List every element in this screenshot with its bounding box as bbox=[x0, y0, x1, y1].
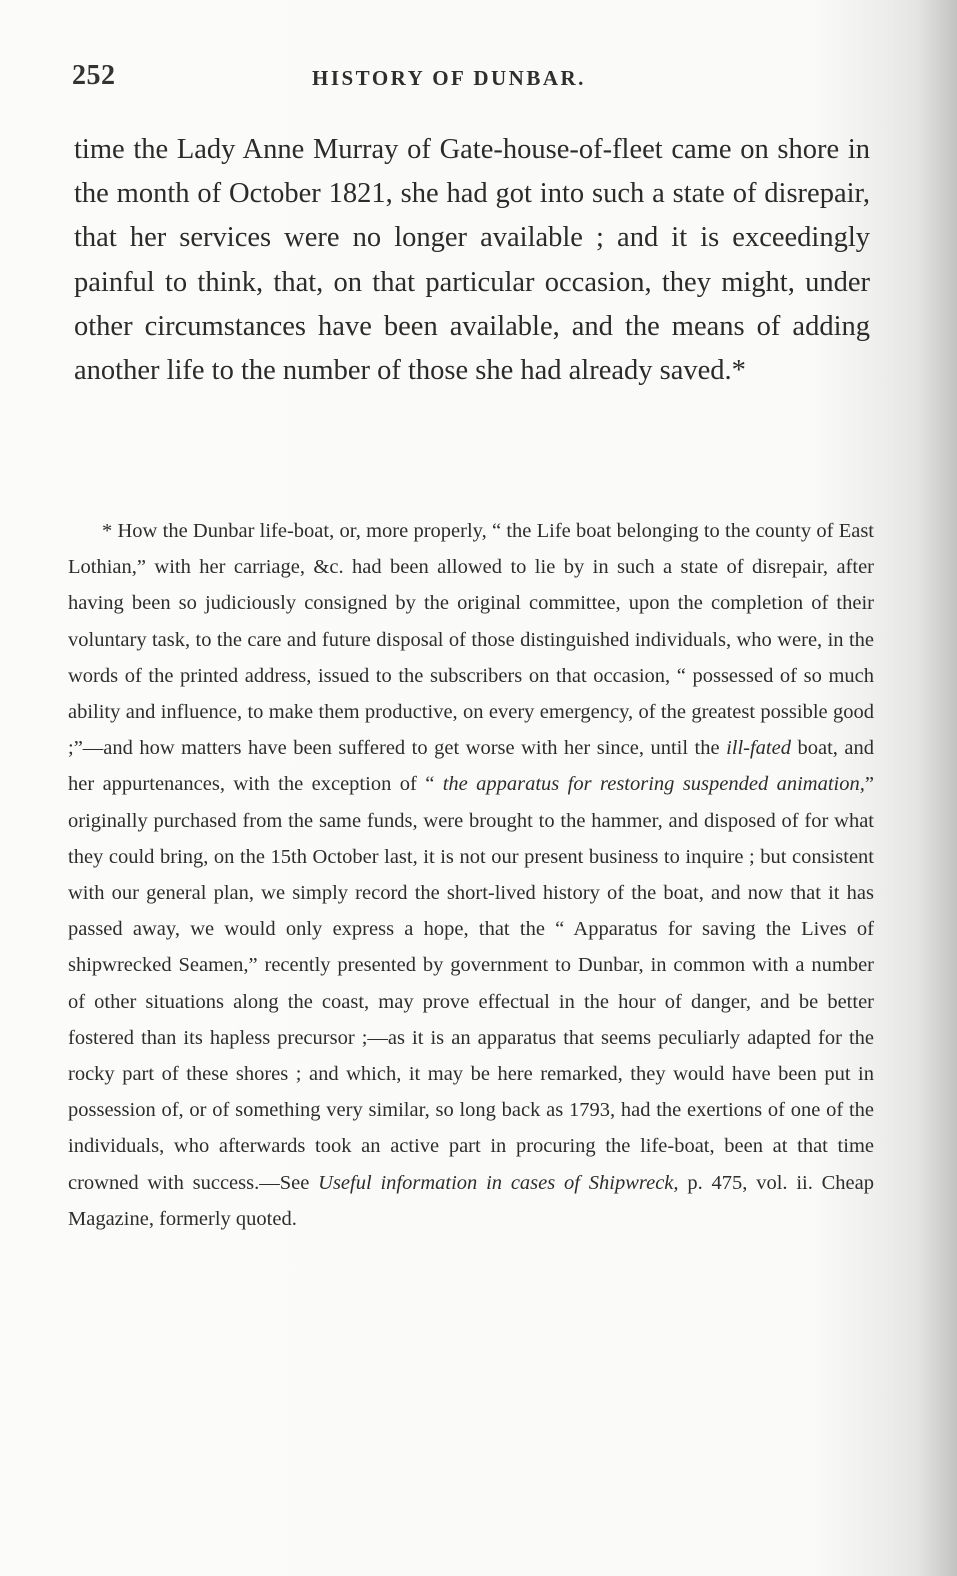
footnote bbox=[68, 513, 874, 1237]
footnote-text: boat, and her appurtenances, with the exception of “ bbox=[68, 737, 874, 796]
footnote-italic-citation: Useful information in cases of Shipwreck, bbox=[318, 1171, 679, 1194]
body-paragraph: time the Lady Anne Murray of Gate-house-of-fleet came on shore in the month of October 1821, she had got into such a state of disrepair, that her services were no longer available ; and it is exceedingly painful to think, that, on that particular occasion, they might, under other circumstances have been available, and the means of adding another life to the number of those she had already saved.* bbox=[74, 134, 870, 387]
footnote-paragraph bbox=[68, 513, 874, 1237]
footnote-text: ” originally purchased from the same funds, were brought to the hammer, and disposed of for what they could bring, on the 15th October last, it is not our present business to inquire ; but consistent with our general plan, we simply record the short-lived history of the boat, and now that it has passed away, we would only express a hope, that the “ Apparatus for saving the Lives of shipwrecked Seamen,” recently presented by government to Dunbar, in common with a number of other situations along the coast, may prove effectual in the hour of danger, and be better fostered than its hapless precursor ;—as it is an apparatus that seems peculiarly adapted for the rocky part of these shores ; and which, it may be here remarked, they would have been put in possession of, or of something very similar, so long back as 1793, had the exertions of one of the individuals, who afterwards took an active part in procuring the life-boat, been at that time crowned with success.—See bbox=[68, 773, 874, 1194]
page-header bbox=[72, 60, 872, 100]
footnote-text: * How the Dunbar life-boat, or, more properly, “ the Life boat belonging to the county of East Lothian,” with her carriage, &c. had been allowed to lie by in such a state of disrepair, after having been so judiciously consigned by the original committee, upon the completion of their voluntary task, to the care and future disposal of those distinguished individuals, who were, in the words of the printed address, issued to the subscribers on that occasion, “ possessed of so much ability and influence, to make them productive, on every emergency, of the greatest possible good ;”—and how matters have been suffered to get worse with her since, until the bbox=[68, 520, 874, 760]
footnote-italic-text: the apparatus for restoring suspended animation, bbox=[442, 773, 865, 796]
page-number: 252 bbox=[72, 60, 116, 91]
footnote-text: p. 475, vol. ii. Cheap Magazine, formerly quoted. bbox=[68, 1171, 875, 1230]
page-edge-shadow bbox=[917, 0, 957, 1576]
running-head: HISTORY OF DUNBAR. bbox=[312, 66, 586, 90]
main-text bbox=[74, 128, 870, 393]
footnote-italic-text: ill-fated bbox=[726, 737, 791, 760]
